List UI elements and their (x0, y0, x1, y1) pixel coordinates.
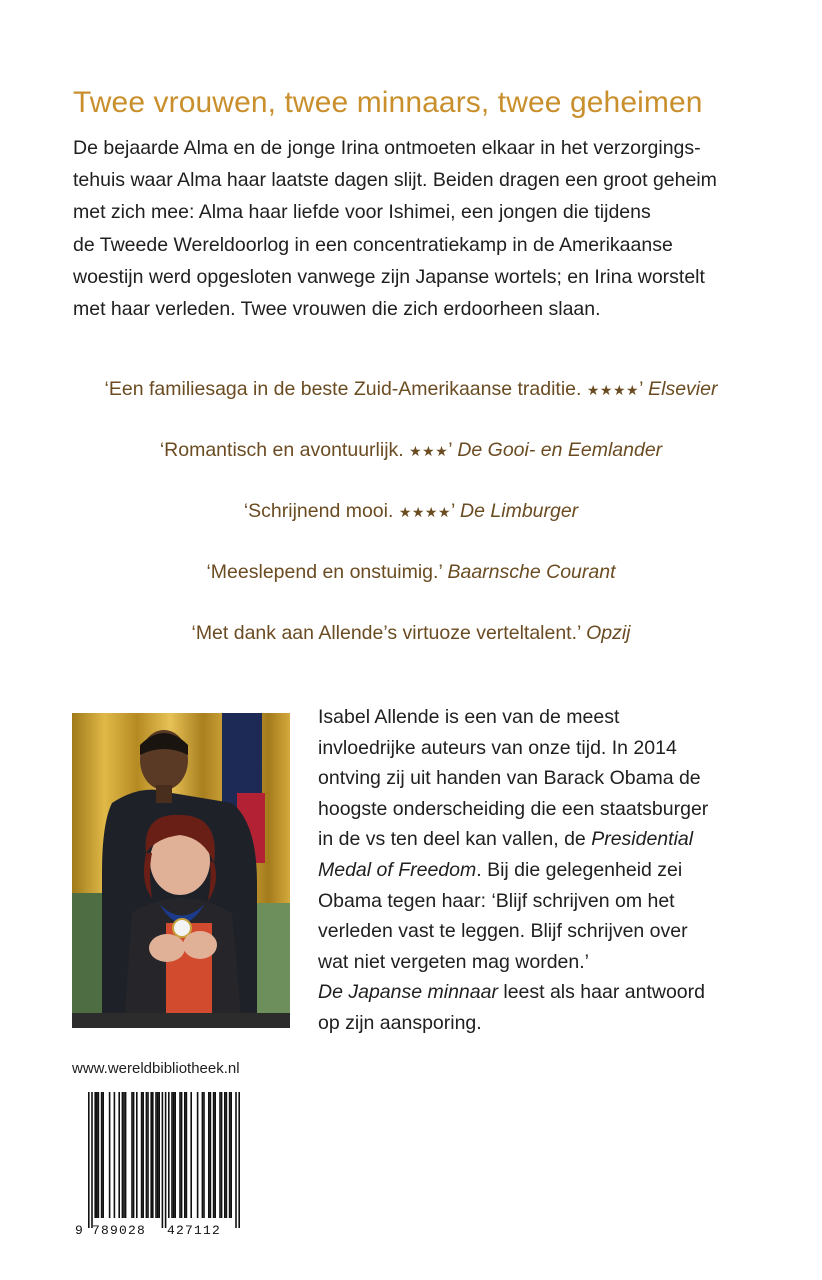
blurb-line: woestijn werd opgesloten vanwege zijn Japanse wortels; en Irina worstelt (73, 265, 705, 288)
quote-text: ‘Romantisch en avontuurlijk. (159, 439, 410, 461)
barcode-left-digits: 789028 (92, 1223, 147, 1238)
barcode-bar (174, 1092, 176, 1218)
author-photo (72, 713, 290, 1028)
barcode-bar (147, 1092, 149, 1218)
barcode-bar (181, 1092, 183, 1218)
barcode-bar (133, 1092, 135, 1218)
barcode-bar (101, 1092, 103, 1218)
barcode-bar (114, 1092, 116, 1218)
barcode-bar (226, 1092, 228, 1218)
barcode-bar (152, 1092, 154, 1218)
isbn-barcode (72, 1088, 250, 1238)
barcode-bar (197, 1092, 199, 1218)
review-quotes (0, 372, 822, 677)
review-quote (0, 616, 822, 677)
bio-line: op zijn aansporing. (318, 1011, 482, 1034)
publisher-website[interactable]: www.wereldbibliotheek.nl (72, 1060, 240, 1077)
barcode-bar (94, 1092, 96, 1218)
quote-source: Baarnsche Courant (447, 561, 616, 583)
book-title: De Japanse minnaar (318, 981, 498, 1004)
barcode-bar (109, 1092, 111, 1218)
barcode-bar (221, 1092, 223, 1218)
barcode-bar (157, 1092, 159, 1218)
quote-close: ’ (448, 439, 452, 461)
barcode-bar (214, 1092, 216, 1218)
barcode-bar (150, 1092, 152, 1218)
quote-text: ‘Met dank aan Allende’s virtuoze verteltalent.’ (191, 622, 581, 644)
review-quote (0, 372, 822, 433)
blurb-line: De bejaarde Alma en de jonge Irina ontmoeten elkaar in het verzorgings- (73, 137, 701, 159)
barcode-bar (210, 1092, 212, 1218)
quote-source: De Limburger (460, 500, 579, 522)
bio-line: Isabel Allende is een van de meest (318, 706, 620, 728)
barcode-bar (179, 1092, 181, 1218)
blurb-line: met zich mee: Alma haar liefde voor Ishimei, een jongen die tijdens (73, 201, 651, 224)
barcode-bar (168, 1092, 170, 1218)
bio-line: invloedrijke auteurs van onze tijd. In 2014 (318, 736, 677, 759)
barcode-bar (219, 1092, 221, 1218)
barcode-bar (136, 1092, 138, 1218)
quote-close: ’ (451, 500, 455, 522)
barcode-bar (118, 1092, 120, 1218)
barcode-bar (235, 1092, 237, 1228)
quote-source: De Gooi- en Eemlander (457, 439, 663, 461)
barcode-bar (202, 1092, 204, 1218)
barcode-bar (162, 1092, 164, 1228)
barcode-bar (203, 1092, 205, 1218)
barcode-bar (238, 1092, 240, 1228)
bio-line (318, 977, 758, 1008)
star-rating: ★★★★ (398, 504, 452, 520)
barcode-bar (88, 1092, 90, 1228)
barcode-bar (131, 1092, 133, 1218)
headline: Twee vrouwen, twee minnaars, twee geheimen (73, 86, 703, 120)
review-quote (0, 555, 822, 616)
blurb (73, 132, 763, 325)
quote-text: ‘Schrijnend mooi. (243, 500, 399, 522)
quote-text: ‘Een familiesaga in de beste Zuid-Amerikaanse traditie. (104, 378, 587, 400)
barcode-bar (155, 1092, 157, 1218)
barcode-bar (98, 1092, 100, 1218)
barcode-bar (96, 1092, 98, 1218)
barcode-bar (123, 1092, 125, 1218)
barcode-bar (102, 1092, 104, 1218)
review-quote (0, 433, 822, 494)
blurb-line: met haar verleden. Twee vrouwen die zich erdoorheen slaan. (73, 298, 601, 321)
barcode-bar (122, 1092, 124, 1218)
bio-text: in de vs ten deel kan vallen, de (318, 828, 592, 851)
bio-line: hoogste onderscheiding die een staatsburger (318, 797, 709, 820)
bio-line: verleden vast te leggen. Blijf schrijven over (318, 920, 688, 943)
blurb-line: tehuis waar Alma haar laatste dagen slijt. Beiden dragen een groot geheim (73, 169, 717, 192)
award-name: Medal of Freedom (318, 858, 477, 881)
barcode-bar (230, 1092, 232, 1218)
barcode-bar (125, 1092, 127, 1218)
barcode-bar (190, 1092, 192, 1218)
barcode-bar (158, 1092, 160, 1218)
barcode-bar (142, 1092, 144, 1218)
barcode-lead-digit: 9 (75, 1223, 83, 1238)
barcode-bar (208, 1092, 210, 1218)
barcode-bar (184, 1092, 186, 1218)
barcode-bar (173, 1092, 175, 1218)
barcode-bar (141, 1092, 143, 1218)
quote-close: ’ (639, 378, 643, 400)
bio-text: leest als haar antwoord (497, 981, 705, 1004)
barcode-bar (165, 1092, 167, 1228)
bio-line (318, 855, 758, 886)
star-rating: ★★★ (409, 443, 449, 459)
barcode-bar (91, 1092, 93, 1228)
barcode-bar (229, 1092, 231, 1218)
blurb-line: de Tweede Wereldoorlog in een concentratiekamp in de Amerikaanse (73, 233, 673, 256)
author-photo-illustration (72, 713, 290, 1028)
quote-source: Elsevier (648, 378, 718, 400)
barcode-bar (224, 1092, 226, 1218)
review-quote (0, 494, 822, 555)
bio-line: wat niet vergeten mag worden.’ (318, 950, 589, 973)
award-name: Presidential (591, 828, 694, 851)
barcode-right-digits: 427112 (167, 1223, 222, 1238)
bio-line: Obama tegen haar: ‘Blijf schrijven om het (318, 889, 675, 912)
author-bio (318, 702, 758, 1039)
star-rating: ★★★★ (586, 382, 640, 398)
bio-line (318, 824, 758, 855)
barcode-bar (186, 1092, 188, 1218)
bio-line: ontving zij uit handen van Barack Obama de (318, 767, 701, 790)
barcode-bar (146, 1092, 148, 1218)
barcode-bar (171, 1092, 173, 1218)
barcode-bar (213, 1092, 215, 1218)
quote-source: Opzij (586, 622, 631, 644)
bio-text: . Bij die gelegenheid zei (476, 858, 683, 881)
quote-text: ‘Meeslepend en onstuimig.’ (206, 561, 443, 583)
